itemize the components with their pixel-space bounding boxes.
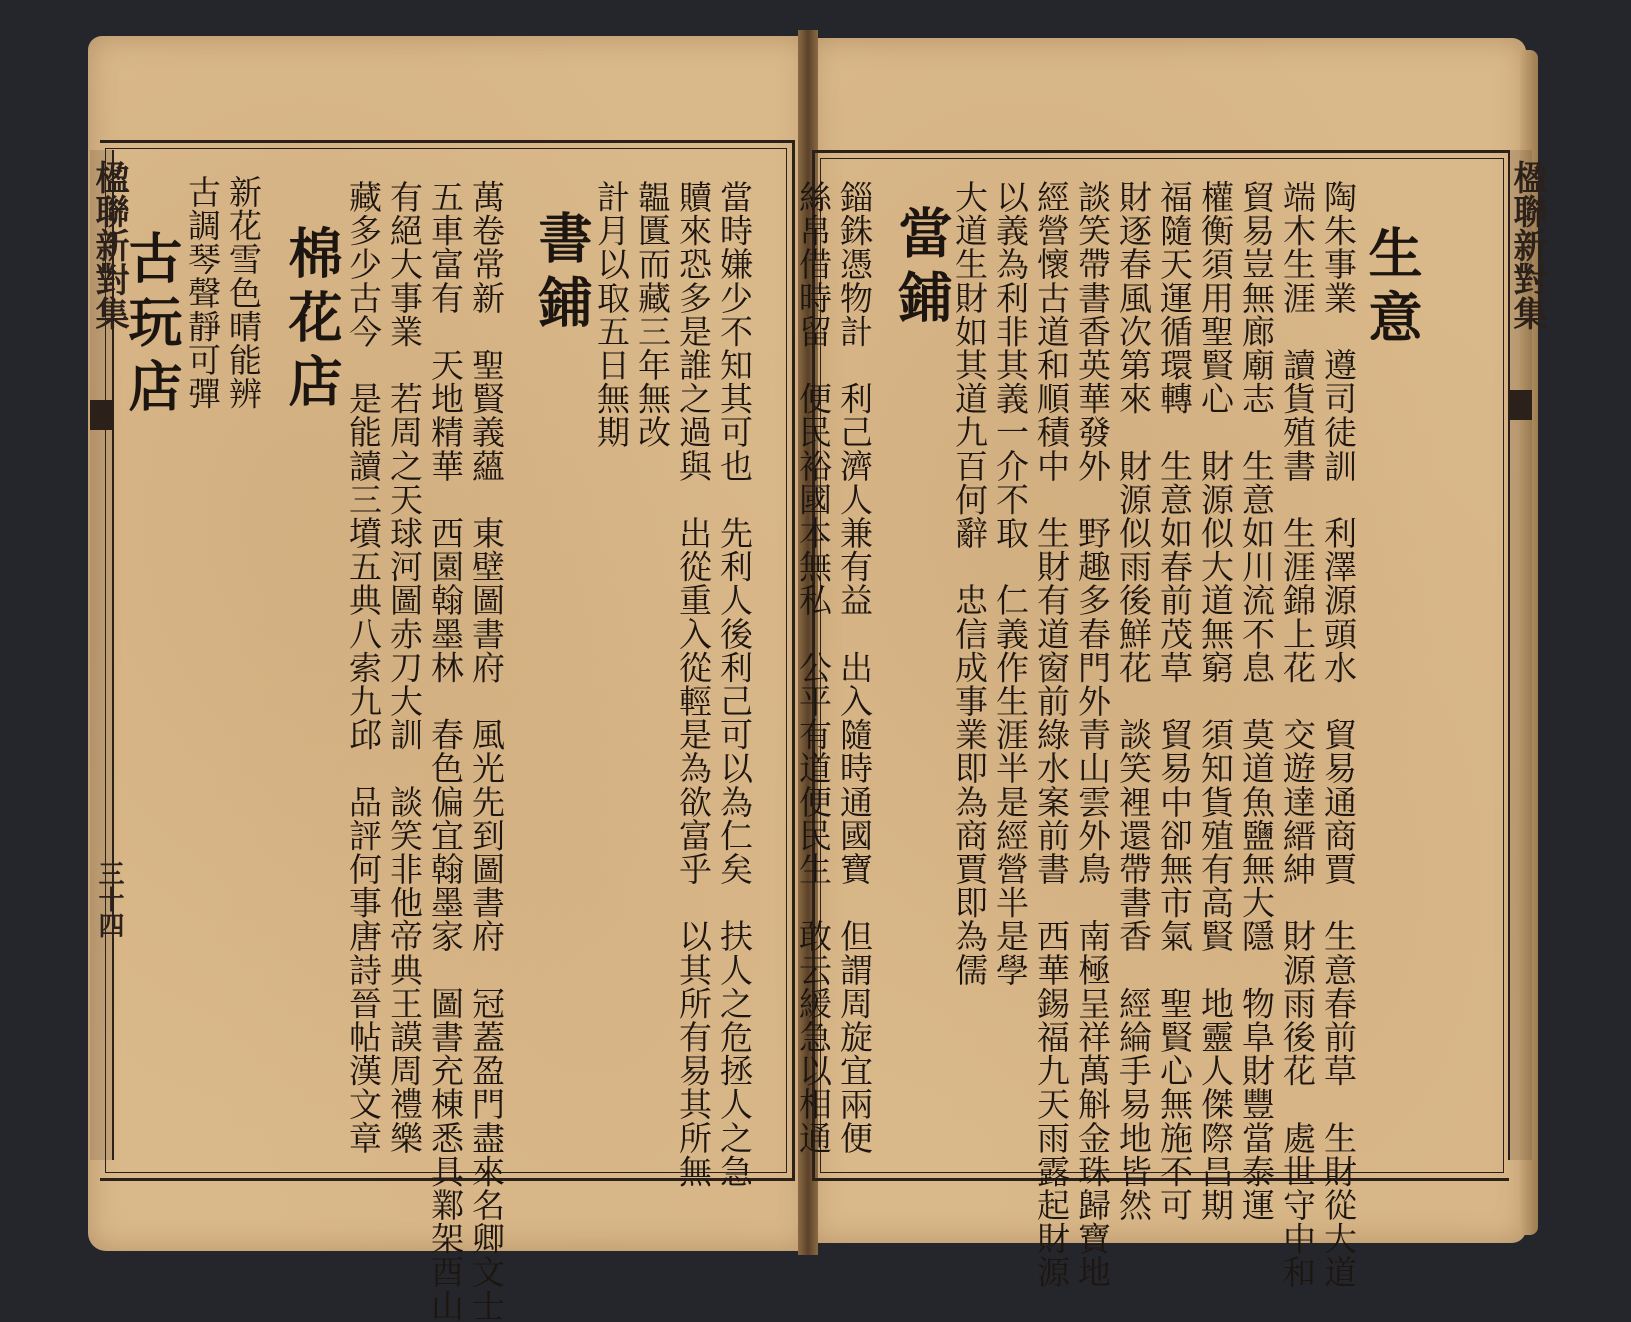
text-column: 以義為利非其義一介不取 仁義作生涯半是經營半是學: [991, 180, 1030, 987]
fishtail-mark-icon: [1510, 390, 1532, 420]
text-column: 藏多少古今 是能讀三墳五典八索九邱 品評何事唐詩晉帖漢文章: [344, 180, 383, 1155]
section-heading: 生意: [1360, 225, 1424, 353]
text-column: 權衡須用聖賢心 財源似大道無窮 須知貨殖有高賢 地靈人傑際昌期: [1196, 180, 1235, 1222]
section-heading: 古玩店: [120, 230, 184, 422]
text-column: 錙銖憑物計 利己濟人兼有益 出入隨時通國寶 但謂周旋宜兩便: [835, 180, 874, 1155]
text-column: 財逐春風次第來 財源似雨後鮮花 談笑裡還帶書香 經綸手易地皆然: [1114, 180, 1153, 1222]
text-column: 經營懷古道和順積中 生財有道窗前綠水案前書 西華錫福九天雨露起財源: [1032, 180, 1071, 1289]
text-column: 貿易豈無廊廟志 生意如川流不息 莫道魚鹽無大隱 物阜財豐當泰運: [1237, 180, 1276, 1222]
text-column: 五車富有 天地精華 西園翰墨林 春色偏宜翰墨家 圖書充棟悉具鄴架酉山: [426, 180, 465, 1322]
text-column: 計月以取五日無期: [592, 180, 631, 449]
text-column: 當時嫌少不知其可也 先利人後利己可以為仁矣 扶人之危拯人之急: [715, 180, 754, 1188]
text-column: 贖來恐多是誰之過與 出從重入從輕是為欲富乎 以其所有易其所無: [674, 180, 713, 1188]
text-column: 新花雪色晴能辨: [224, 175, 263, 411]
leaf-number: 三十四: [94, 860, 124, 938]
text-column: 大道生財如其道九百何辭 忠信成事業即為商賈即為儒: [950, 180, 989, 987]
text-column: 端木生涯 讀貨殖書 生涯錦上花 交遊達縉紳 財源雨後花 處世守中和: [1278, 180, 1317, 1289]
section-heading: 書鋪: [530, 210, 594, 338]
fishtail-mark-icon: [90, 400, 112, 430]
left-margin-title: 楹聯新對集: [89, 160, 129, 330]
text-column: 絲帛借時留 便民裕國本無私 公平有道便民生 敢云緩急以相通: [794, 180, 833, 1155]
text-column: 韞匱而藏三年無改: [633, 180, 672, 449]
section-heading: 當鋪: [890, 205, 954, 333]
text-column: 福隨天運循環轉 生意如春前茂草 貿易中卻無市氣 聖賢心無施不可: [1155, 180, 1194, 1222]
text-column: 古調琴聲靜可彈: [183, 175, 222, 411]
text-column: 萬卷常新 聖賢義蘊 東壁圖書府 風光先到圖書府 冠蓋盈門盡來名卿文士: [467, 180, 506, 1322]
text-column: 有絕大事業 若周之天球河圖赤刀大訓 談笑非他帝典王謨周禮樂: [385, 180, 424, 1155]
section-heading: 棉花店: [280, 225, 344, 417]
text-column: 談笑帶書香英華發外 野趣多春門外青山雲外鳥 南極呈祥萬斛金珠歸寶地: [1073, 180, 1112, 1289]
text-column: 陶朱事業 遵司徒訓 利澤源頭水 貿易通商賈 生意春前草 生財從大道: [1319, 180, 1358, 1289]
right-margin-title: 楹聯新對集: [1507, 160, 1547, 330]
